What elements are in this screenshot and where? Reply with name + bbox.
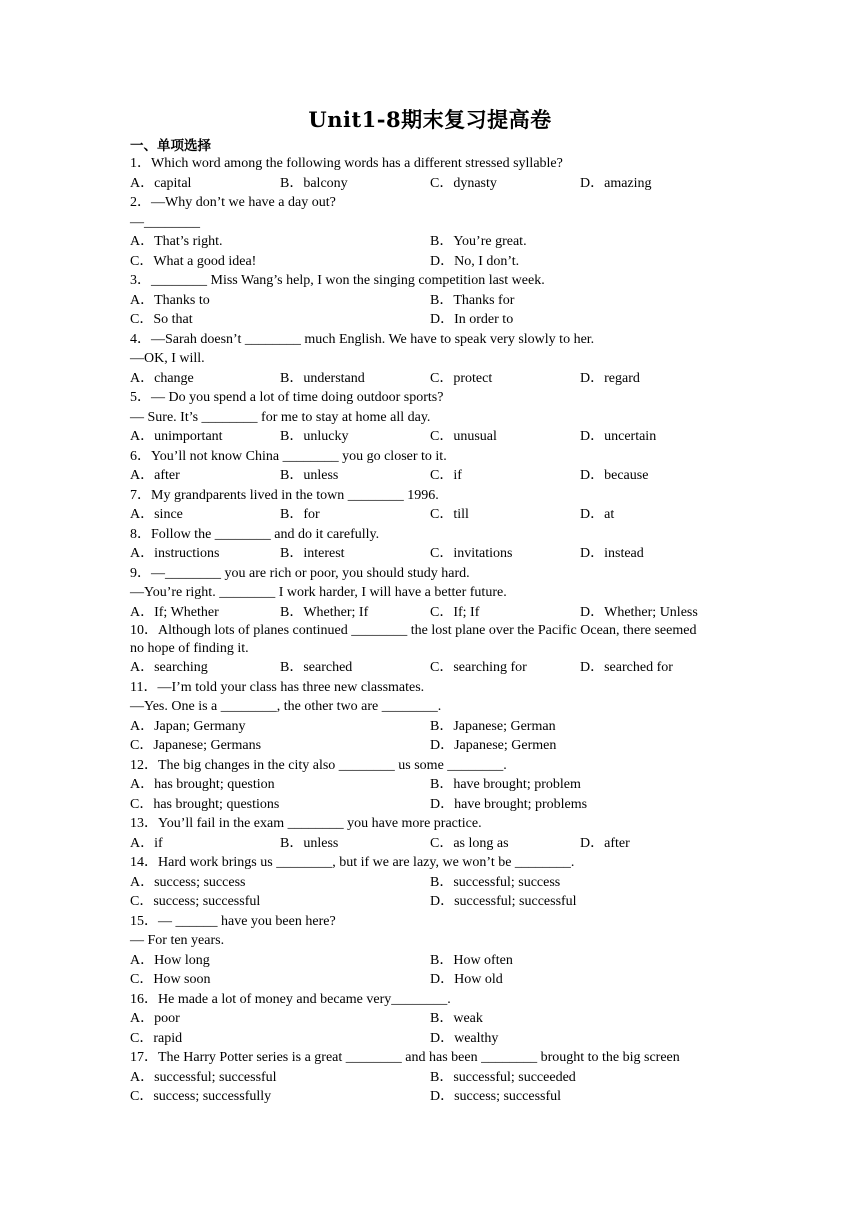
option-a: A．Japan; Germany: [130, 718, 246, 734]
options-row: [130, 873, 730, 893]
option-b: B．Japanese; German: [430, 718, 556, 734]
option-a: A．success; success: [130, 874, 246, 890]
options-row: [130, 775, 730, 795]
question-text: 16．He made a lot of money and became very________.: [130, 991, 451, 1007]
option-d: D．Japanese; Germen: [430, 738, 557, 753]
option-a: A．unimportant: [130, 429, 223, 444]
question: [130, 330, 730, 389]
option-c: C．What a good idea!: [130, 253, 257, 269]
option-c: C．protect: [430, 370, 493, 386]
question: [130, 756, 730, 815]
question-text: 11．—I’m told your class has three new classmates.: [130, 679, 425, 695]
option-a: A．after: [130, 468, 180, 483]
question-text: 3．________ Miss Wang’s help, I won the singing competition last week.: [130, 273, 545, 288]
question: [130, 193, 730, 271]
option-a: A．That’s right.: [130, 234, 223, 249]
option-b: B．unless: [280, 468, 339, 483]
option-b: B．You’re great.: [430, 234, 527, 249]
options-row: [130, 892, 730, 912]
options-row: [130, 427, 730, 447]
option-d: D．wealthy: [430, 1030, 499, 1046]
section-heading: 一、单项选择: [130, 138, 211, 154]
question-text: 15．— ______ have you been here?: [130, 913, 336, 929]
option-a: A．since: [130, 507, 183, 522]
options-row: [130, 1068, 730, 1088]
option-c: C．rapid: [130, 1030, 183, 1046]
option-c: C．So that: [130, 312, 193, 327]
question-text: 7．My grandparents lived in the town ________ 1996.: [130, 487, 439, 503]
question: [130, 814, 730, 853]
question-text: 1．Which word among the following words has a different stressed syllable?: [130, 156, 563, 171]
question-text: 4．—Sarah doesn’t ________ much English. We have to speak very slowly to her.: [130, 331, 595, 347]
option-a: A．if: [130, 835, 163, 851]
question: [130, 271, 730, 330]
option-d: D．How old: [430, 972, 503, 987]
option-d: D．No, I don’t.: [430, 253, 520, 269]
option-c: C．unusual: [430, 429, 497, 444]
options-row: [130, 544, 730, 564]
question-text: —Yes. One is a ________, the other two are ________.: [130, 699, 442, 714]
option-d: D．searched for: [580, 660, 673, 675]
options-row: [130, 291, 730, 311]
options-row: [130, 1029, 730, 1049]
options-row: [130, 232, 730, 252]
option-a: A．poor: [130, 1011, 180, 1026]
question: [130, 622, 730, 678]
question-text: 17．The Harry Potter series is a great ________ and has been ________ brought to the big screen: [130, 1050, 680, 1065]
question-text: 13．You’ll fail in the exam ________ you have more practice.: [130, 816, 482, 831]
question-text: —________: [130, 214, 200, 230]
option-a: A．has brought; question: [130, 777, 275, 792]
options-row: [130, 1087, 730, 1107]
option-b: B．for: [280, 507, 320, 522]
option-c: C．How soon: [130, 972, 211, 987]
option-b: B．have brought; problem: [430, 777, 581, 792]
question-text: — Sure. It’s ________ for me to stay at home all day.: [130, 409, 431, 425]
options-row: [130, 834, 730, 854]
options-row: [130, 369, 730, 389]
question-text: —OK, I will.: [130, 351, 205, 366]
option-d: D．In order to: [430, 312, 514, 327]
option-b: B．balcony: [280, 175, 348, 191]
option-d: D．at: [580, 507, 615, 522]
question: [130, 912, 730, 990]
question-text: 9．—________ you are rich or poor, you should study hard.: [130, 565, 470, 581]
options-row: [130, 603, 730, 623]
option-a: A．instructions: [130, 546, 220, 561]
option-c: C．Japanese; Germans: [130, 738, 262, 753]
question: [130, 154, 730, 193]
question: [130, 853, 730, 912]
option-b: B．Thanks for: [430, 292, 515, 308]
options-row: [130, 466, 730, 486]
option-b: B．searched: [280, 660, 353, 675]
option-c: C．dynasty: [430, 175, 497, 191]
question: [130, 990, 730, 1049]
option-b: B．interest: [280, 546, 345, 561]
options-row: [130, 1009, 730, 1029]
option-b: B．successful; success: [430, 874, 561, 890]
option-c: C．searching for: [430, 660, 527, 675]
question-text: 6．You’ll not know China ________ you go closer to it.: [130, 448, 447, 464]
options-row: [130, 174, 730, 194]
option-c: C．invitations: [430, 546, 513, 561]
option-c: C．success; successful: [130, 894, 261, 909]
option-a: A．If; Whether: [130, 604, 219, 620]
question-text: 8．Follow the ________ and do it carefully.: [130, 526, 380, 542]
option-a: A．searching: [130, 660, 208, 675]
question-text: —You’re right. ________ I work harder, I will have a better future.: [130, 585, 507, 600]
question: [130, 564, 730, 623]
option-c: C．if: [430, 468, 462, 483]
option-a: A．How long: [130, 952, 210, 968]
option-a: A．change: [130, 370, 194, 386]
option-a: A．successful; successful: [130, 1069, 277, 1085]
options-row: [130, 505, 730, 525]
option-b: B．weak: [430, 1011, 483, 1026]
question: [130, 447, 730, 486]
option-c: C．has brought; questions: [130, 796, 280, 812]
question: [130, 1048, 730, 1107]
options-row: [130, 795, 730, 815]
option-a: A．Thanks to: [130, 292, 210, 308]
option-b: B．Whether; If: [280, 604, 369, 620]
question: [130, 525, 730, 564]
question: [130, 486, 730, 525]
question-text: 10．Although lots of planes continued ________ the lost plane over the Pacific Ocean, there seemed no hope of finding it.: [130, 623, 697, 656]
option-d: D．uncertain: [580, 429, 657, 444]
option-d: D．success; successful: [430, 1089, 562, 1104]
options-row: [130, 970, 730, 990]
option-d: D．regard: [580, 370, 640, 386]
option-b: B．unless: [280, 835, 339, 851]
options-row: [130, 717, 730, 737]
options-row: [130, 310, 730, 330]
question-text: — For ten years.: [130, 933, 225, 948]
option-b: B．How often: [430, 952, 513, 968]
option-b: B．unlucky: [280, 429, 349, 444]
option-d: D．instead: [580, 546, 644, 561]
option-d: D．because: [580, 468, 649, 483]
question-text: 2．—Why don’t we have a day out?: [130, 195, 336, 210]
options-row: [130, 658, 730, 678]
option-c: C．as long as: [430, 835, 509, 851]
option-d: D．after: [580, 835, 630, 851]
option-d: D．amazing: [580, 175, 652, 191]
page-title: Unit1-8期末复习提高卷: [308, 107, 552, 132]
question-text: 14．Hard work brings us ________, but if we are lazy, we won’t be ________.: [130, 855, 575, 870]
options-row: [130, 736, 730, 756]
option-c: C．success; successfully: [130, 1089, 272, 1104]
question: [130, 388, 730, 447]
question-text: 12．The big changes in the city also ________ us some ________.: [130, 757, 507, 773]
question: [130, 678, 730, 756]
question-list: [130, 154, 730, 1107]
option-c: C．till: [430, 507, 469, 522]
option-b: B．successful; succeeded: [430, 1069, 576, 1085]
options-row: [130, 951, 730, 971]
option-d: D．have brought; problems: [430, 796, 588, 812]
question-text: 5．— Do you spend a lot of time doing outdoor sports?: [130, 390, 444, 405]
option-d: D．Whether; Unless: [580, 604, 698, 620]
option-b: B．understand: [280, 370, 365, 386]
options-row: [130, 252, 730, 272]
option-c: C．If; If: [430, 604, 480, 620]
option-a: A．capital: [130, 175, 192, 191]
option-d: D．successful; successful: [430, 894, 577, 909]
